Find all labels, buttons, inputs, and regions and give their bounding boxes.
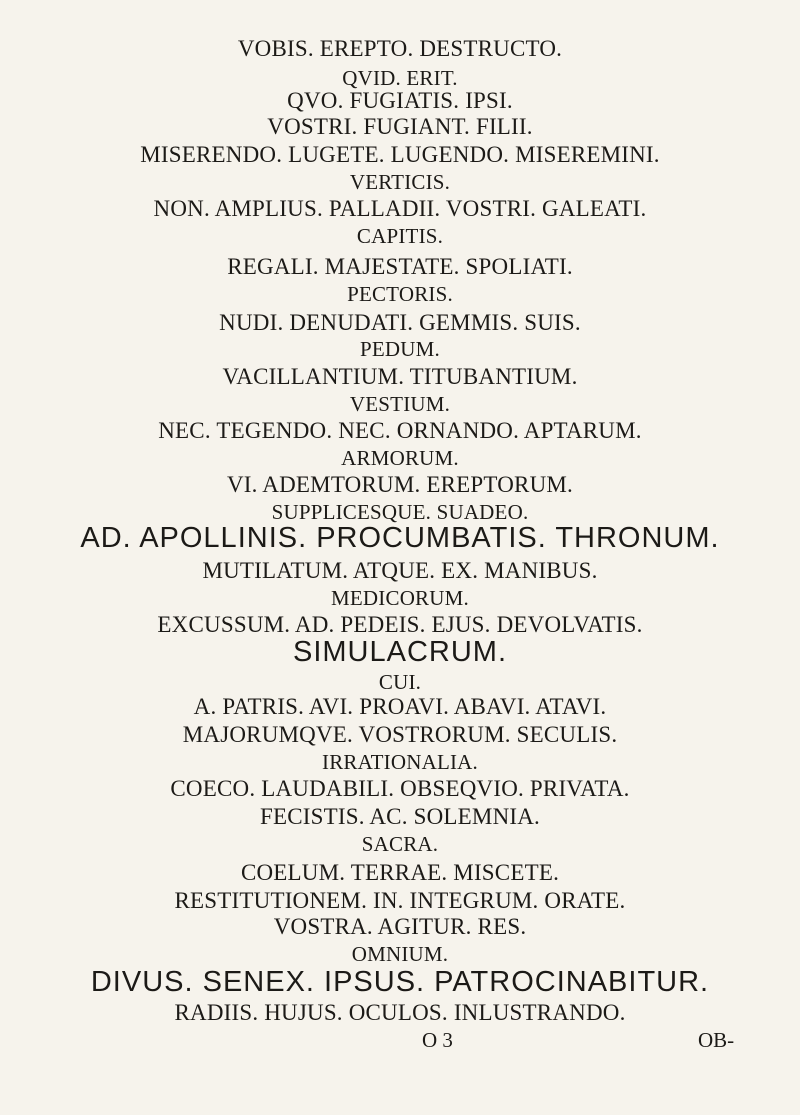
text-line: PECTORIS. — [347, 282, 453, 306]
text-line: ARMORUM. — [341, 446, 459, 470]
text-line: EXCUSSUM. AD. PEDEIS. EJUS. DEVOLVATIS. — [157, 612, 643, 637]
text-line: RADIIS. HUJUS. OCULOS. INLUSTRANDO. — [174, 1000, 626, 1025]
text-line: VI. ADEMTORUM. EREPTORUM. — [227, 472, 573, 497]
text-line: SUPPLICESQUE. SUADEO. — [271, 500, 529, 524]
text-line: MAJORUMQVE. VOSTRORUM. SECULIS. — [182, 722, 618, 747]
text-line: QVO. FUGIATIS. IPSI. — [287, 88, 513, 113]
text-line: NON. AMPLIUS. PALLADII. VOSTRI. GALEATI. — [153, 196, 647, 221]
text-line: RESTITUTIONEM. IN. INTEGRUM. ORATE. — [174, 888, 626, 913]
text-line: PEDUM. — [360, 337, 440, 361]
text-line: DIVUS. SENEX. IPSUS. PATROCINABITUR. — [90, 966, 710, 998]
signature-mark: O 3 — [422, 1028, 453, 1052]
catchword: OB- — [698, 1028, 735, 1052]
text-line: VACILLANTIUM. TITUBANTIUM. — [222, 364, 578, 389]
text-line: MUTILATUM. ATQUE. EX. MANIBUS. — [202, 558, 598, 583]
text-line: CAPITIS. — [356, 224, 444, 248]
text-line: SIMULACRUM. — [292, 636, 507, 668]
text-line: QVID. ERIT. — [342, 66, 458, 90]
text-line: OMNIUM. — [351, 942, 449, 966]
text-line: VESTIUM. — [349, 392, 451, 416]
text-line: FECISTIS. AC. SOLEMNIA. — [260, 804, 540, 829]
text-line: CUI. — [378, 670, 422, 694]
text-line: MEDICORUM. — [331, 586, 469, 610]
text-line: A. PATRIS. AVI. PROAVI. ABAVI. ATAVI. — [193, 694, 607, 719]
text-line: IRRATIONALIA. — [322, 750, 478, 774]
text-line: MISERENDO. LUGETE. LUGENDO. MISEREMINI. — [140, 142, 660, 167]
text-line: SACRA. — [361, 832, 439, 856]
text-line: VERTICIS. — [349, 170, 451, 194]
text-line: NUDI. DENUDATI. GEMMIS. SUIS. — [219, 310, 581, 335]
text-line: REGALI. MAJESTATE. SPOLIATI. — [227, 254, 573, 279]
text-line: NEC. TEGENDO. NEC. ORNANDO. APTARUM. — [158, 418, 642, 443]
text-line: COELUM. TERRAE. MISCETE. — [240, 860, 560, 885]
text-line: VOBIS. EREPTO. DESTRUCTO. — [237, 36, 563, 61]
text-line: COECO. LAUDABILI. OBSEQVIO. PRIVATA. — [170, 776, 630, 801]
text-line: AD. APOLLINIS. PROCUMBATIS. THRONUM. — [80, 522, 720, 554]
text-line: VOSTRI. FUGIANT. FILII. — [267, 114, 533, 139]
text-line: VOSTRA. AGITUR. RES. — [273, 914, 527, 939]
